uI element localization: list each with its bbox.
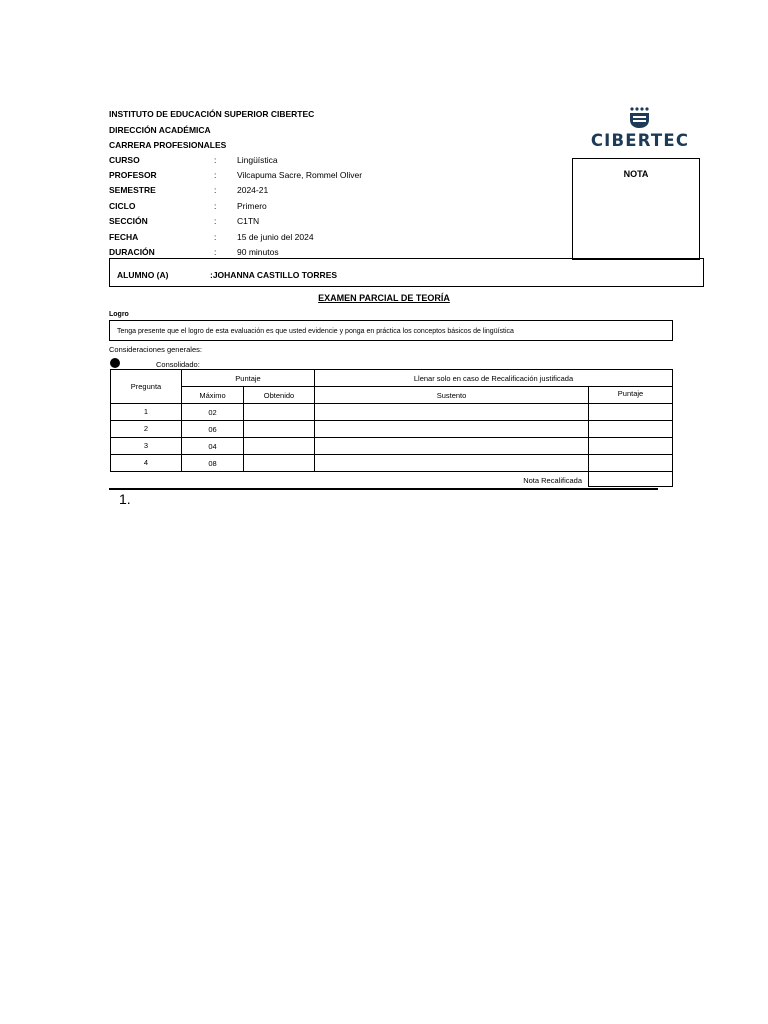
field-label-ciclo: CICLO [109, 201, 136, 211]
row-pregunta: 1 [111, 404, 182, 421]
nota-recalificada-label: Nota Recalificada [523, 476, 582, 486]
table-row [111, 421, 673, 438]
field-value-profesor: Vilcapuma Sacre, Rommel Oliver [237, 170, 363, 180]
crest-icon [627, 107, 653, 129]
field-colon: : [214, 247, 217, 257]
row-pregunta: 4 [111, 455, 182, 472]
field-value-semestre: 2024-21 [237, 185, 269, 195]
row-obtenido-cell[interactable] [244, 421, 315, 438]
row-obtenido-cell[interactable] [244, 438, 315, 455]
field-label-curso: CURSO [109, 155, 140, 165]
question-number: 1. [119, 491, 131, 507]
nota-box [572, 158, 700, 260]
row-obtenido-cell[interactable] [244, 404, 315, 421]
row-puntaje-cell[interactable] [589, 438, 673, 455]
field-label-duracion: DURACIÓN [109, 247, 155, 257]
field-colon: : [214, 201, 217, 211]
row-puntaje-cell[interactable] [589, 404, 673, 421]
row-maximo: 06 [182, 421, 244, 438]
header-maximo: Máximo [182, 387, 244, 404]
student-name: :JOHANNA CASTILLO TORRES [210, 270, 338, 280]
logro-label: Logro [109, 311, 129, 318]
consolidado-label: Consolidado: [156, 360, 200, 369]
student-label: ALUMNO (A) [117, 270, 169, 280]
row-puntaje-cell[interactable] [589, 421, 673, 438]
header-obtenido: Obtenido [244, 387, 315, 404]
considerations-label: Consideraciones generales: [109, 345, 202, 354]
field-label-semestre: SEMESTRE [109, 185, 156, 195]
cibertec-logo [590, 107, 690, 151]
divider [109, 488, 658, 490]
logo-text: CIBERTEC [590, 131, 690, 150]
row-pregunta: 3 [111, 438, 182, 455]
row-maximo: 02 [182, 404, 244, 421]
header-puntaje: Puntaje [182, 370, 315, 387]
row-obtenido-cell[interactable] [244, 455, 315, 472]
field-value-seccion: C1TN [237, 216, 260, 226]
field-colon: : [214, 170, 217, 180]
nota-recalificada-cell[interactable] [589, 472, 673, 487]
field-label-fecha: FECHA [109, 232, 139, 242]
table-row [111, 455, 673, 472]
field-value-curso: Lingüística [237, 155, 278, 165]
header-sustento: Sustento [315, 387, 589, 404]
row-maximo: 08 [182, 455, 244, 472]
row-sustento-cell[interactable] [315, 404, 589, 421]
row-pregunta: 2 [111, 421, 182, 438]
field-colon: : [214, 216, 217, 226]
field-colon: : [214, 232, 217, 242]
header-recalificacion: Llenar solo en caso de Recalificación justificada [315, 370, 673, 387]
table-row [111, 438, 673, 455]
row-sustento-cell[interactable] [315, 421, 589, 438]
header-puntaje-recal: Puntaje [589, 387, 673, 404]
field-colon: : [214, 155, 217, 165]
row-maximo: 04 [182, 438, 244, 455]
table-row [111, 404, 673, 421]
bullet-icon [110, 358, 120, 368]
academic-direction: DIRECCIÓN ACADÉMICA [109, 125, 211, 135]
row-puntaje-cell[interactable] [589, 455, 673, 472]
field-value-ciclo: Primero [237, 201, 267, 211]
field-value-fecha: 15 de junio del 2024 [237, 232, 314, 242]
field-label-profesor: PROFESOR [109, 170, 157, 180]
student-box [109, 258, 704, 287]
field-label-seccion: SECCIÓN [109, 216, 148, 226]
header-pregunta: Pregunta [111, 370, 182, 404]
row-sustento-cell[interactable] [315, 438, 589, 455]
logro-box [109, 320, 673, 341]
nota-label: NOTA [623, 169, 649, 179]
field-colon: : [214, 185, 217, 195]
field-value-duracion: 90 minutos [237, 247, 279, 257]
row-sustento-cell[interactable] [315, 455, 589, 472]
score-table [110, 369, 673, 487]
career-label: CARRERA PROFESIONALES [109, 140, 227, 150]
logro-text: Tenga presente que el logro de esta evaluación es que usted evidencie y ponga en práctica los conceptos básicos de lingüística [117, 328, 514, 335]
institution-name: INSTITUTO DE EDUCACIÓN SUPERIOR CIBERTEC [109, 109, 315, 119]
exam-title: EXAMEN PARCIAL DE TEORÍA [318, 293, 450, 303]
